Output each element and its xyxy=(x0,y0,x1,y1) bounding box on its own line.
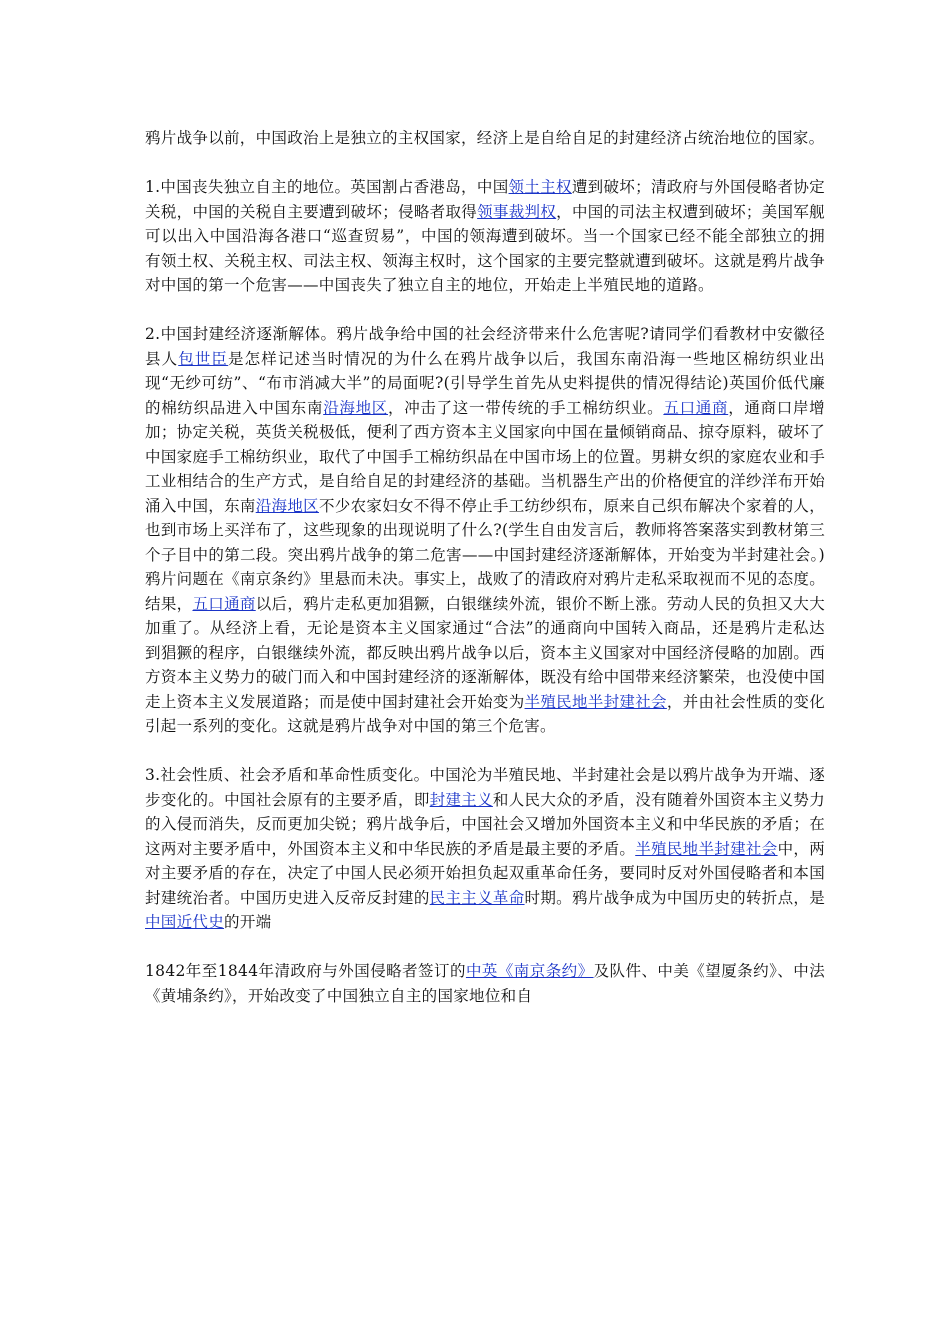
inline-link[interactable]: 半殖民地半封建社会 xyxy=(635,839,778,858)
inline-link[interactable]: 五口通商 xyxy=(663,398,729,417)
text-run: 是怎样记述当时情况的为什么在鸦片战争以后，我国东南沿海一些地区棉纺织业出现“无纱可纺”、“布市消减大半”的局面呢?(引导学生首先从史料提供的情况得结论)英国价低代廉的棉纺织品进入中国东南 xyxy=(145,349,825,417)
inline-link[interactable]: 沿海地区 xyxy=(323,398,388,417)
paragraph-treaties xyxy=(145,959,825,1008)
inline-link[interactable]: 封建主义 xyxy=(429,790,493,809)
text-run: 3.社会性质、社会矛盾和革命性质变化。中国沦为半殖民地、半封建社会是以鸦片战争为开端、逐步变化的。中国社会原有的主要矛盾，即 xyxy=(145,766,825,809)
document-body xyxy=(145,126,825,1008)
paragraph-point-3 xyxy=(145,763,825,935)
inline-link[interactable]: 领事裁判权 xyxy=(477,202,557,221)
text-run: ，中国的司法主权遭到破坏；美国军舰可以出入中国沿海各港口“巡查贸易”，中国的领海遭到破坏。当一个国家已经不能全部独立的拥有领土权、关税主权、司法主权、领海主权时，这个国家的主要完整就遭到破坏。这就是鸦片战争对中国的第一个危害——中国丧失了独立自主的地位，开始走上半殖民地的道路。 xyxy=(145,202,825,294)
text-run: 和人民大众的矛盾，没有随着外国资本主义势力的入侵而消失，反而更加尖锐；鸦片战争后，中国社会又增加外国资本主义和中华民族的矛盾；在这两对主要矛盾中，外国资本主义和中华民族的矛盾是最主要的矛盾。 xyxy=(145,790,825,858)
text-run: ，并由社会性质的变化引起一系列的变化。这就是鸦片战争对中国的第三个危害。 xyxy=(145,692,825,735)
text-run: 中，两对主要矛盾的存在，决定了中国人民必须开始担负起双重革命任务，要同时反对外国侵略者和本国封建统治者。中国历史进入反帝反封建的 xyxy=(145,839,825,907)
text-run: ，冲击了这一带传统的手工棉纺织业。 xyxy=(388,398,664,417)
inline-link[interactable]: 包世臣 xyxy=(178,349,229,368)
text-run: 2.中国封建经济逐渐解体。鸦片战争给中国的社会经济带来什么危害呢?请同学们看教材中安徽径县人 xyxy=(145,325,825,368)
text-run: 遭到破坏；清政府与外国侵略者协定关税，中国的关税自主要遭到破坏；侵略者取得 xyxy=(145,178,825,221)
inline-link[interactable]: 领土主权 xyxy=(508,178,572,196)
inline-link[interactable]: 沿海地区 xyxy=(255,496,319,515)
text-run: 时期。鸦片战争成为中国历史的转折点，是 xyxy=(524,888,825,907)
inline-link[interactable]: 半殖民地半封建社会 xyxy=(524,692,667,711)
paragraph-point-2 xyxy=(145,322,825,739)
text-run: 不少农家妇女不得不停止手工纺纱织布，原来自己织布解决个家着的人，也到市场上买洋布了，这些现象的出现说明了什么?(学生自由发言后，教师将答案落实到教材第三个子目中的第二段。突出鸦片战争的第二危害——中国封建经济逐渐解体，开始变为半封建社会。)鸦片问题在《南京条约》里悬而未决。事实上，战败了的清政府对鸦片走私采取视而不见的态度。结果， xyxy=(145,496,825,613)
inline-link[interactable]: 中英《南京条约》 xyxy=(465,962,594,980)
paragraph-intro xyxy=(145,126,825,151)
text-run: 1842年至1844年清政府与外国侵略者签订的 xyxy=(145,962,466,980)
text-run: 及队件、中美《望厦条约》、中法《黄埔条约》，开始改变了中国独立自主的国家地位和自 xyxy=(145,962,825,1005)
inline-link[interactable]: 五口通商 xyxy=(192,594,256,613)
text-run: 的开端 xyxy=(224,913,272,931)
text-run: 1.中国丧失独立自主的地位。英国割占香港岛，中国 xyxy=(145,178,509,196)
text-run: 以后，鸦片走私更加猖獗，白银继续外流，银价不断上涨。劳动人民的负担又大大加重了。从经济上看，无论是资本主义国家通过“合法”的通商向中国转入商品，还是鸦片走私达到猖獗的程序，白银继续外流，都反映出鸦片战争以后，资本主义国家对中国经济侵略的加剧。西方资本主义势力的破门而入和中国封建经济的逐渐解体，既没有给中国带来经济繁荣，也没使中国走上资本主义发展道路；而是使中国封建社会开始变为 xyxy=(145,594,826,711)
inline-link[interactable]: 民主主义革命 xyxy=(429,888,525,907)
text-run: ，通商口岸增加；协定关税，英货关税极低，便利了西方资本主义国家向中国在量倾销商品、掠夺原料，破坏了中国家庭手工棉纺织业，取代了中国手工棉纺织品在中国市场上的位置。男耕女织的家庭农业和手工业相结合的生产方式，是自给自足的封建经济的基础。当机器生产出的价格便宜的洋纱洋布开始涌入中国，东南 xyxy=(145,398,825,515)
paragraph-point-1 xyxy=(145,175,825,298)
text-run: 鸦片战争以前，中国政治上是独立的主权国家，经济上是自给自足的封建经济占统治地位的国家。 xyxy=(145,129,825,147)
inline-link[interactable]: 中国近代史 xyxy=(145,913,225,931)
